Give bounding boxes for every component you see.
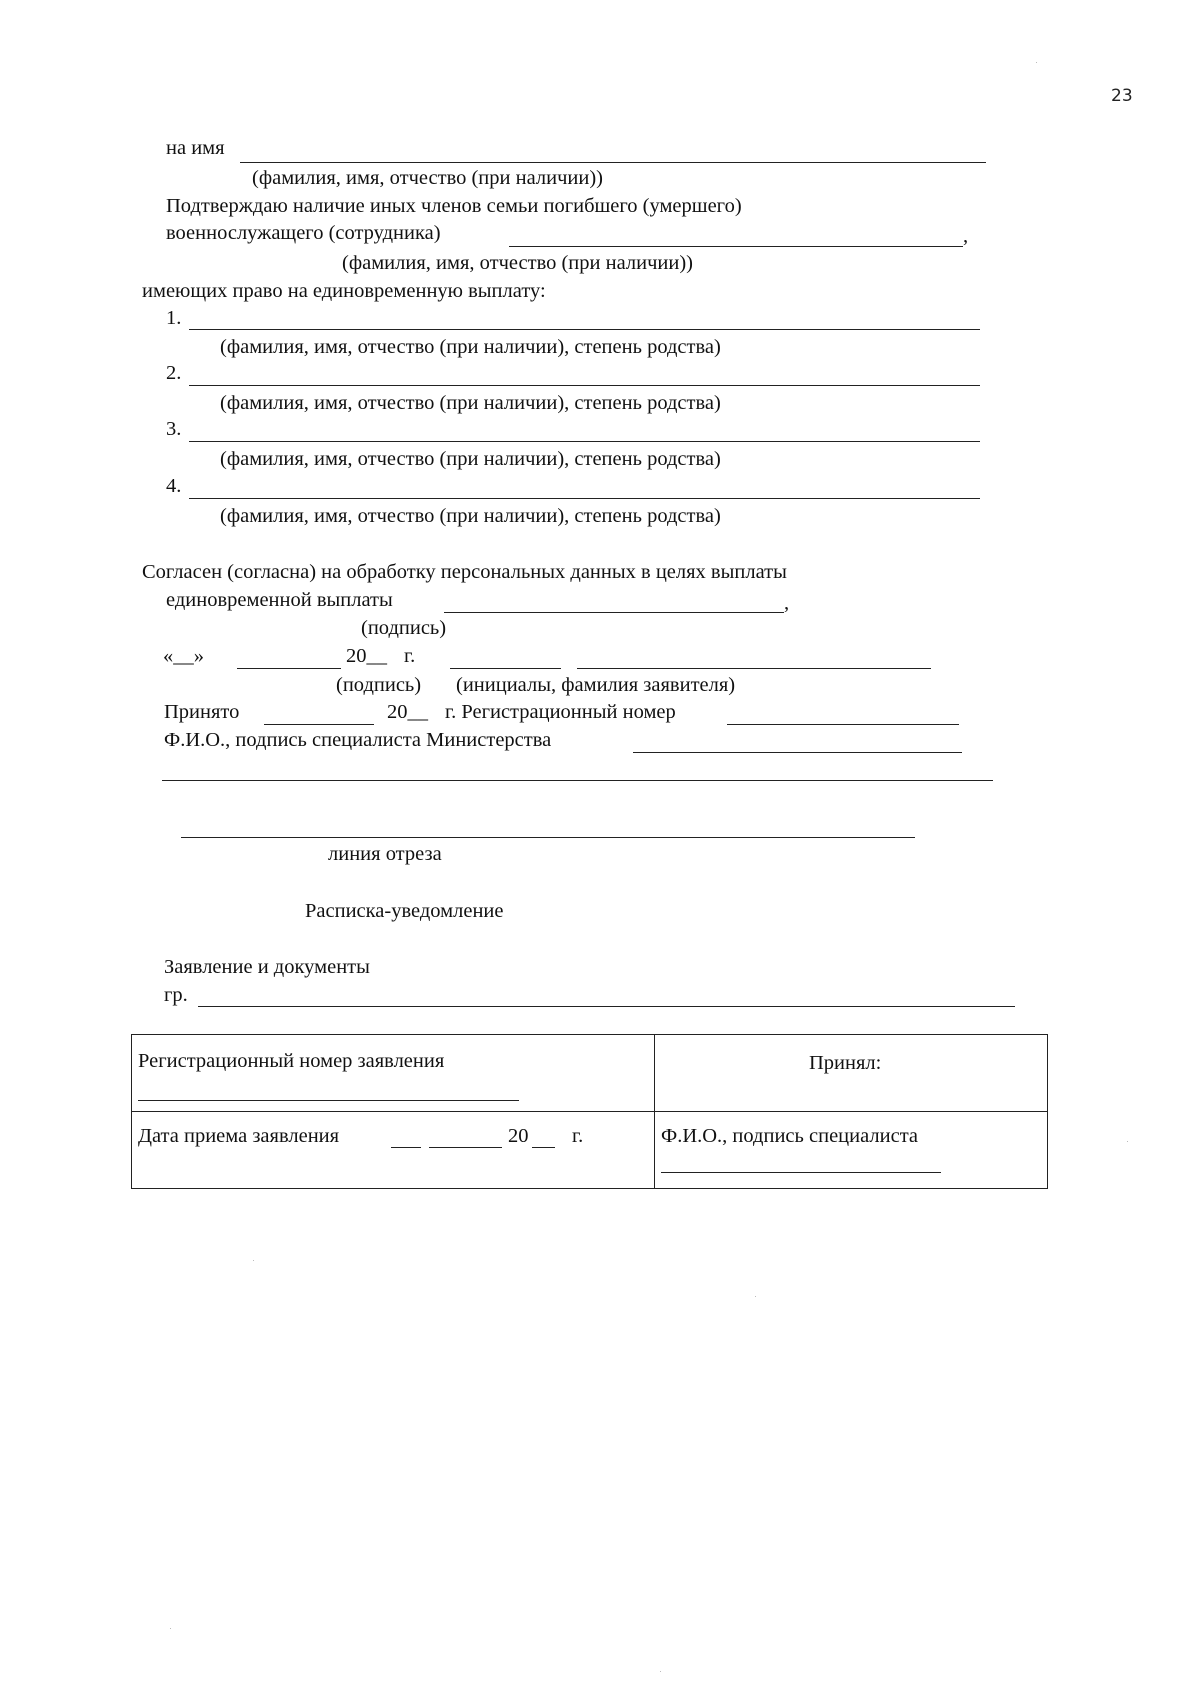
- relative-hint: (фамилия, имя, отчество (при наличии), степень родства): [220, 448, 721, 470]
- page-number: 23: [1111, 86, 1133, 106]
- date-day: «__»: [163, 645, 204, 667]
- relative-hint: (фамилия, имя, отчество (при наличии), степень родства): [220, 336, 721, 358]
- entitled-text: имеющих право на единовременную выплату:: [142, 280, 546, 302]
- serviceman-field[interactable]: [509, 246, 963, 247]
- name-field[interactable]: [240, 162, 986, 163]
- reg-number-cell-field[interactable]: [138, 1100, 519, 1101]
- signature-hint: (подпись): [361, 617, 447, 639]
- relative-number: 2.: [166, 362, 182, 384]
- fio-hint: (фамилия, имя, отчество (при наличии)): [252, 167, 603, 189]
- date-year-suffix: г.: [404, 645, 416, 667]
- scan-speck: [170, 1628, 171, 1629]
- relative-field[interactable]: [189, 498, 980, 499]
- specialist-cell-label: Ф.И.О., подпись специалиста: [661, 1125, 919, 1147]
- specialist-field[interactable]: [633, 752, 962, 753]
- cut-line: [181, 837, 915, 838]
- accepted-by-label: Принял:: [809, 1052, 882, 1074]
- signature-hint-2: (подпись): [336, 674, 422, 696]
- citizen-field[interactable]: [198, 1006, 1015, 1007]
- applicant-signature-field[interactable]: [450, 668, 561, 669]
- cut-line-label: линия отреза: [328, 843, 442, 865]
- comma: ,: [963, 225, 969, 247]
- citizen-label: гр.: [164, 984, 188, 1006]
- reg-number-field[interactable]: [727, 724, 959, 725]
- scan-speck: [1127, 1141, 1128, 1142]
- date-cell: [132, 1112, 655, 1189]
- scan-speck: [253, 1260, 254, 1261]
- relative-hint: (фамилия, имя, отчество (при наличии), степень родства): [220, 392, 721, 414]
- relative-field[interactable]: [189, 329, 980, 330]
- reg-number-cell-label: Регистрационный номер заявления: [138, 1050, 445, 1072]
- date-year-field[interactable]: [532, 1147, 555, 1148]
- consent-line-1: Согласен (согласна) на обработку персональных данных в целях выплаты: [142, 561, 787, 583]
- confirm-line-2: военнослужащего (сотрудника): [166, 222, 441, 244]
- relative-number: 1.: [166, 307, 182, 329]
- consent-signature-field[interactable]: [444, 612, 784, 613]
- accepted-by-cell: [655, 1035, 1048, 1112]
- relative-field[interactable]: [189, 441, 980, 442]
- consent-line-2: единовременной выплаты: [166, 589, 393, 611]
- relative-field[interactable]: [189, 385, 980, 386]
- specialist-cell-field[interactable]: [661, 1172, 941, 1173]
- fio-hint-2: (фамилия, имя, отчество (при наличии)): [342, 252, 693, 274]
- reg-number-cell: [132, 1035, 655, 1112]
- date-month-field[interactable]: [429, 1147, 502, 1148]
- divider-line: [162, 780, 993, 781]
- relative-number: 4.: [166, 475, 182, 497]
- specialist-label: Ф.И.О., подпись специалиста Министерства: [164, 729, 552, 751]
- specialist-cell: [655, 1112, 1048, 1189]
- scan-speck: [1036, 62, 1037, 63]
- receipt-title: Расписка-уведомление: [305, 900, 504, 922]
- date-cell-label: Дата приема заявления: [138, 1125, 340, 1147]
- docs-label: Заявление и документы: [164, 956, 370, 978]
- date-cell-suffix: г.: [572, 1125, 584, 1147]
- date-day-field[interactable]: [391, 1147, 421, 1148]
- confirm-line-1: Подтверждаю наличие иных членов семьи погибшего (умершего): [166, 195, 742, 217]
- date-cell-year: 20: [508, 1125, 529, 1147]
- reg-number-label: г. Регистрационный номер: [445, 701, 676, 723]
- relative-hint: (фамилия, имя, отчество (при наличии), степень родства): [220, 505, 721, 527]
- accepted-label: Принято: [164, 701, 240, 723]
- comma: ,: [784, 592, 790, 614]
- accepted-year: 20__: [387, 701, 428, 723]
- name-label: на имя: [166, 137, 225, 159]
- scan-speck: [660, 1671, 661, 1672]
- scan-speck: [755, 1296, 756, 1297]
- accepted-date-field[interactable]: [264, 724, 374, 725]
- applicant-initials-field[interactable]: [577, 668, 931, 669]
- date-year: 20__: [346, 645, 387, 667]
- receipt-table: [131, 1034, 1048, 1189]
- date-month-field[interactable]: [237, 668, 341, 669]
- initials-hint: (инициалы, фамилия заявителя): [456, 674, 736, 696]
- relative-number: 3.: [166, 418, 182, 440]
